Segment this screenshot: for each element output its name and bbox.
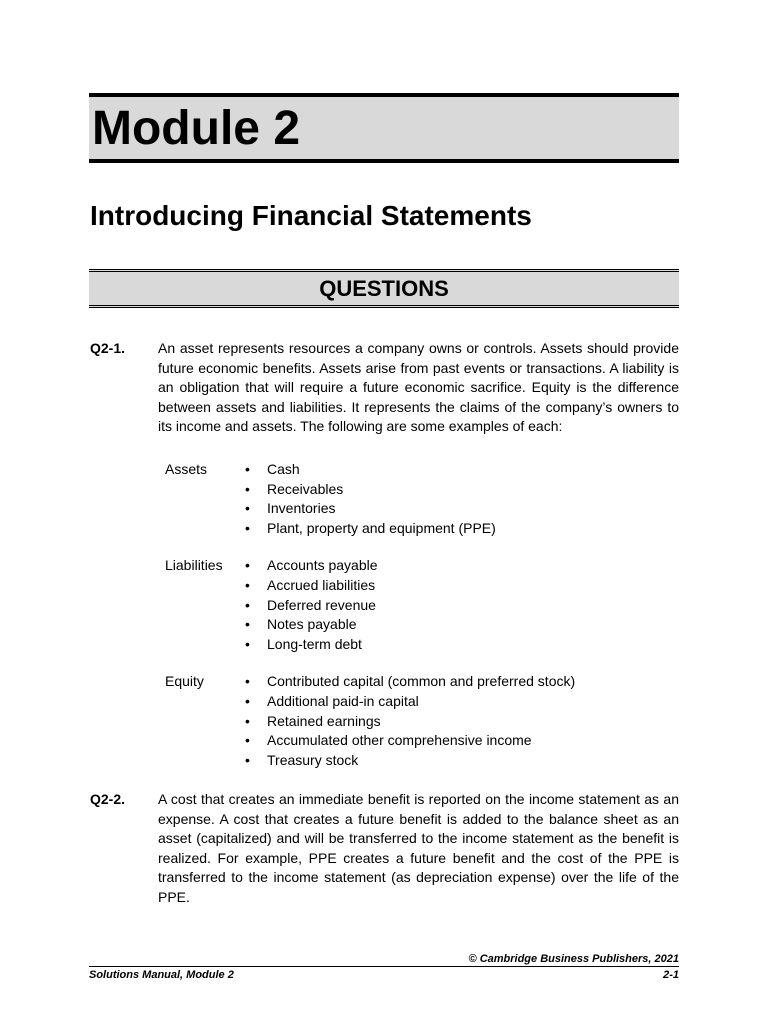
list-item-text: Cash [267, 460, 300, 477]
list-item-text: Plant, property and equipment (PPE) [267, 519, 496, 536]
list-item [241, 499, 496, 519]
question-answer-text: A cost that creates an immediate benefit is reported on the income statement as an expense. A cost that creates a future benefit is added to the balance sheet as an asset (capitalized) and will be transferred to the income statement as the benefit is realized. For example, PPE creates a future benefit and the cost of the PPE is transferred to the income statement (as depreciation expense) over the life of the PPE. [158, 791, 679, 905]
chapter-title: Introducing Financial Statements [90, 200, 532, 231]
list-item-text: Accumulated other comprehensive income [267, 732, 532, 749]
bullet-icon: • [245, 576, 250, 593]
list-item [241, 731, 575, 751]
bullet-icon: • [245, 519, 250, 536]
list-item-text: Deferred revenue [267, 596, 376, 613]
bullet-icon: • [245, 557, 250, 574]
examples-list [165, 460, 679, 770]
list-item [241, 460, 496, 480]
list-item-text: Inventories [267, 500, 336, 517]
bullet-icon: • [245, 712, 250, 729]
example-group-equity [165, 672, 679, 770]
question-number: Q2-2. [90, 791, 126, 807]
bullet-icon: • [245, 460, 250, 477]
page-footer [89, 966, 679, 983]
list-item [241, 692, 575, 712]
list-item [241, 672, 575, 692]
example-group-assets [165, 460, 679, 538]
bullet-icon: • [245, 616, 250, 633]
bullet-icon: • [245, 500, 250, 517]
list-item [241, 576, 378, 596]
group-label: Equity [165, 673, 204, 690]
list-item [241, 751, 575, 771]
example-group-liabilities [165, 556, 679, 654]
list-item [241, 635, 378, 655]
question-q2-2 [90, 790, 679, 908]
list-item-text: Additional paid-in capital [267, 692, 419, 709]
list-item [241, 712, 575, 732]
bullet-icon: • [245, 732, 250, 749]
section-title: QUESTIONS [319, 276, 449, 301]
list-item [241, 556, 378, 576]
bullet-icon: • [245, 673, 250, 690]
list-item-text: Contributed capital (common and preferred stock) [267, 673, 576, 690]
module-title: Module 2 [92, 102, 301, 155]
group-label: Assets [165, 460, 208, 477]
group-label: Liabilities [165, 557, 223, 574]
list-item-text: Notes payable [267, 616, 357, 633]
list-item-text: Long-term debt [267, 635, 362, 652]
list-item [241, 615, 378, 635]
module-banner [89, 93, 679, 163]
bullet-icon: • [245, 751, 250, 768]
bullet-icon: • [245, 635, 250, 652]
bullet-icon: • [245, 692, 250, 709]
bullet-list [241, 460, 496, 538]
question-number: Q2-1. [90, 340, 126, 356]
section-banner [89, 269, 679, 308]
question-q2-1 [90, 339, 679, 788]
list-item [241, 596, 378, 616]
list-item-text: Accounts payable [267, 557, 378, 574]
bullet-icon: • [245, 480, 250, 497]
question-answer-text: An asset represents resources a company owns or controls. Assets should provide future economic benefits. Assets arise from past events or transactions. A liability is an obligation that will require a future economic sacrifice. Equity is the difference between assets and liabilities. It represents the claims of the company’s owners to its income and assets. The following are some examples of each: [158, 340, 679, 435]
list-item-text: Accrued liabilities [267, 576, 376, 593]
bullet-list [241, 672, 575, 770]
list-item [241, 480, 496, 500]
list-item-text: Retained earnings [267, 712, 381, 729]
bullet-list [241, 556, 378, 654]
list-item-text: Receivables [267, 480, 344, 497]
bullet-icon: • [245, 596, 250, 613]
footer-manual-title: Solutions Manual, Module 2 [89, 969, 234, 981]
list-item-text: Treasury stock [267, 751, 359, 768]
page-number: 2-1 [663, 969, 679, 981]
list-item [241, 519, 496, 539]
copyright-notice: © Cambridge Business Publishers, 2021 [468, 953, 679, 965]
